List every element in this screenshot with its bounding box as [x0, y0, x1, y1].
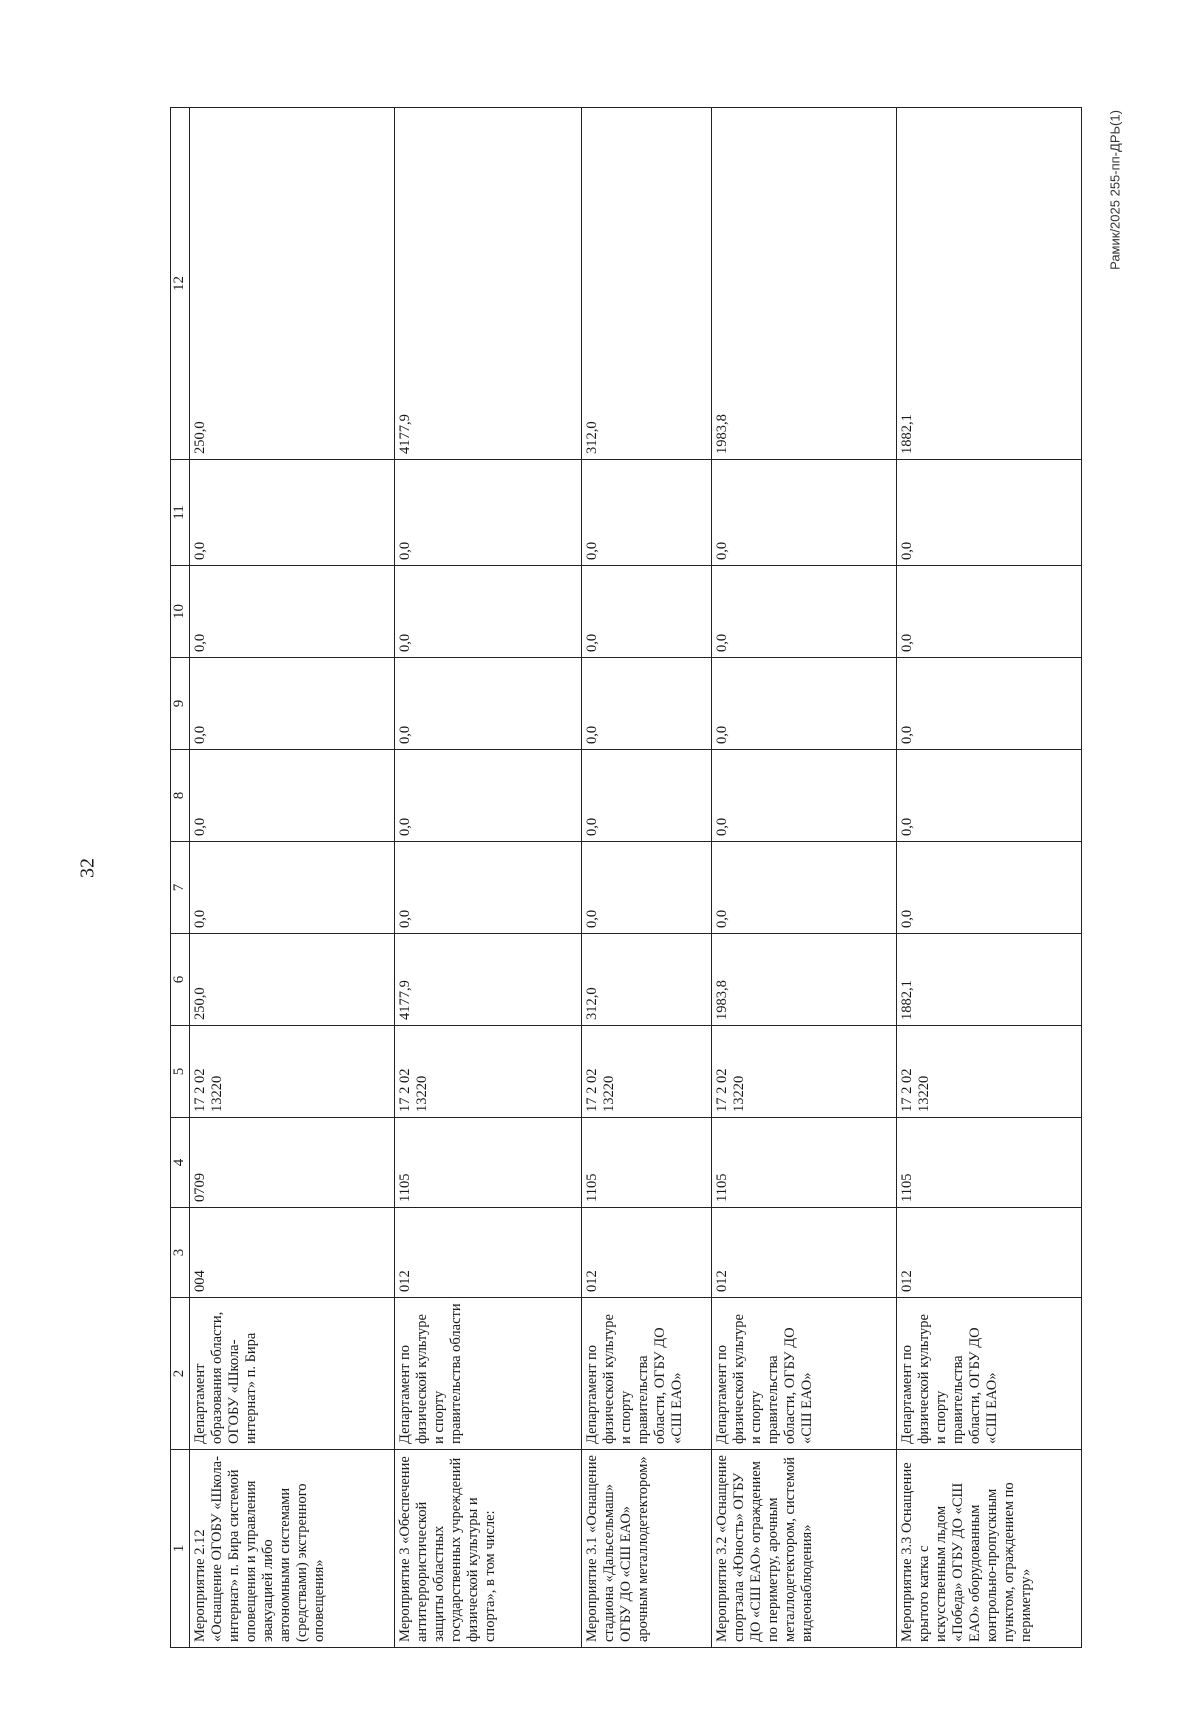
col-header: 7 — [171, 842, 190, 934]
document-code: Рамик/2025 255-пп-ДРЬ(1) — [1107, 110, 1123, 270]
cell: 0,0 — [711, 566, 896, 658]
measure-cell: Мероприятие 2.12 «Оснащение ОГОБУ «Школа-интернат» п. Бира системой оповещения и управления эвакуацией либо автономными системами (средствами) экстренного оповещения» — [190, 1450, 395, 1648]
cell: 0,0 — [582, 842, 712, 934]
measure-cell: Мероприятие 3 «Обеспечение антитеррористической защиты областных государственных учреждений физической культуры и спорта», в том числе: — [394, 1450, 581, 1648]
cell: 0,0 — [394, 842, 581, 934]
cell: 0,0 — [190, 658, 395, 750]
cell: 1882,1 — [896, 934, 1081, 1026]
measure-cell: Мероприятие 3.1 «Оснащение стадиона «Дальсельмаш» ОГБУ ДО «СШ ЕАО» арочным металлодетектором» — [582, 1450, 712, 1648]
cell: 0,0 — [582, 750, 712, 842]
cell: 1105 — [896, 1118, 1081, 1208]
cell: 0709 — [190, 1118, 395, 1208]
cell: 0,0 — [896, 842, 1081, 934]
table-row — [394, 108, 581, 1648]
executor-cell: Департамент по физической культуре и спорту правительства области, ОГБУ ДО «СШ ЕАО» — [711, 1298, 896, 1450]
cell: 0,0 — [896, 460, 1081, 566]
cell: 4177,9 — [394, 108, 581, 460]
table-row — [582, 108, 712, 1648]
executor-cell: Департамент образования области, ОГОБУ «Школа-интернат» п. Бира — [190, 1298, 395, 1450]
table-row — [711, 108, 896, 1648]
cell: 1105 — [582, 1118, 712, 1208]
cell: 17 2 02 13220 — [394, 1026, 581, 1118]
cell: 17 2 02 13220 — [190, 1026, 395, 1118]
cell: 1105 — [711, 1118, 896, 1208]
budget-table — [170, 107, 1082, 1648]
cell: 0,0 — [394, 658, 581, 750]
cell: 0,0 — [394, 566, 581, 658]
table-row — [190, 108, 395, 1648]
col-header: 8 — [171, 750, 190, 842]
cell: 312,0 — [582, 934, 712, 1026]
cell: 0,0 — [711, 842, 896, 934]
cell: 312,0 — [582, 108, 712, 460]
cell: 0,0 — [582, 460, 712, 566]
cell: 0,0 — [711, 460, 896, 566]
cell: 1882,1 — [896, 108, 1081, 460]
cell: 0,0 — [896, 566, 1081, 658]
table-row — [896, 108, 1081, 1648]
col-header: 4 — [171, 1118, 190, 1208]
cell: 012 — [896, 1208, 1081, 1298]
cell: 0,0 — [896, 750, 1081, 842]
cell: 0,0 — [582, 658, 712, 750]
cell: 0,0 — [711, 658, 896, 750]
executor-cell: Департамент по физической культуре и спорту правительства области, ОГБУ ДО «СШ ЕАО» — [896, 1298, 1081, 1450]
cell: 17 2 02 13220 — [582, 1026, 712, 1118]
header-row — [171, 108, 190, 1648]
cell: 0,0 — [190, 566, 395, 658]
cell: 0,0 — [190, 750, 395, 842]
executor-cell: Департамент по физической культуре и спорту правительства области, ОГБУ ДО «СШ ЕАО» — [582, 1298, 712, 1450]
cell: 004 — [190, 1208, 395, 1298]
page-number: 32 — [76, 858, 99, 878]
measure-cell: Мероприятие 3.3 Оснащение крытого катка с искусственным льдом «Победа» ОГБУ ДО «СШ ЕАО» оборудованным контрольно-пропускным пунктом, ограждением по периметру» — [896, 1450, 1081, 1648]
executor-cell: Департамент по физической культуре и спорту правительства области — [394, 1298, 581, 1450]
col-header: 10 — [171, 566, 190, 658]
cell: 0,0 — [582, 566, 712, 658]
cell: 17 2 02 13220 — [896, 1026, 1081, 1118]
cell: 0,0 — [190, 460, 395, 566]
cell: 012 — [582, 1208, 712, 1298]
col-header: 3 — [171, 1208, 190, 1298]
col-header: 5 — [171, 1026, 190, 1118]
cell: 1983,8 — [711, 934, 896, 1026]
col-header: 12 — [171, 108, 190, 460]
col-header: 9 — [171, 658, 190, 750]
cell: 250,0 — [190, 934, 395, 1026]
cell: 0,0 — [394, 460, 581, 566]
col-header: 11 — [171, 460, 190, 566]
col-header: 6 — [171, 934, 190, 1026]
cell: 012 — [711, 1208, 896, 1298]
col-header: 2 — [171, 1298, 190, 1450]
cell: 0,0 — [394, 750, 581, 842]
cell: 0,0 — [896, 658, 1081, 750]
rotated-table-container — [170, 108, 1082, 1648]
cell: 4177,9 — [394, 934, 581, 1026]
cell: 0,0 — [190, 842, 395, 934]
cell: 250,0 — [190, 108, 395, 460]
cell: 17 2 02 13220 — [711, 1026, 896, 1118]
cell: 012 — [394, 1208, 581, 1298]
cell: 0,0 — [711, 750, 896, 842]
measure-cell: Мероприятие 3.2 «Оснащение спортзала «Юность» ОГБУ ДО «СШ ЕАО» ограждением по периметру, арочным металлодетектором, системой видеонаблюдения» — [711, 1450, 896, 1648]
cell: 1105 — [394, 1118, 581, 1208]
cell: 1983,8 — [711, 108, 896, 460]
col-header: 1 — [171, 1450, 190, 1648]
